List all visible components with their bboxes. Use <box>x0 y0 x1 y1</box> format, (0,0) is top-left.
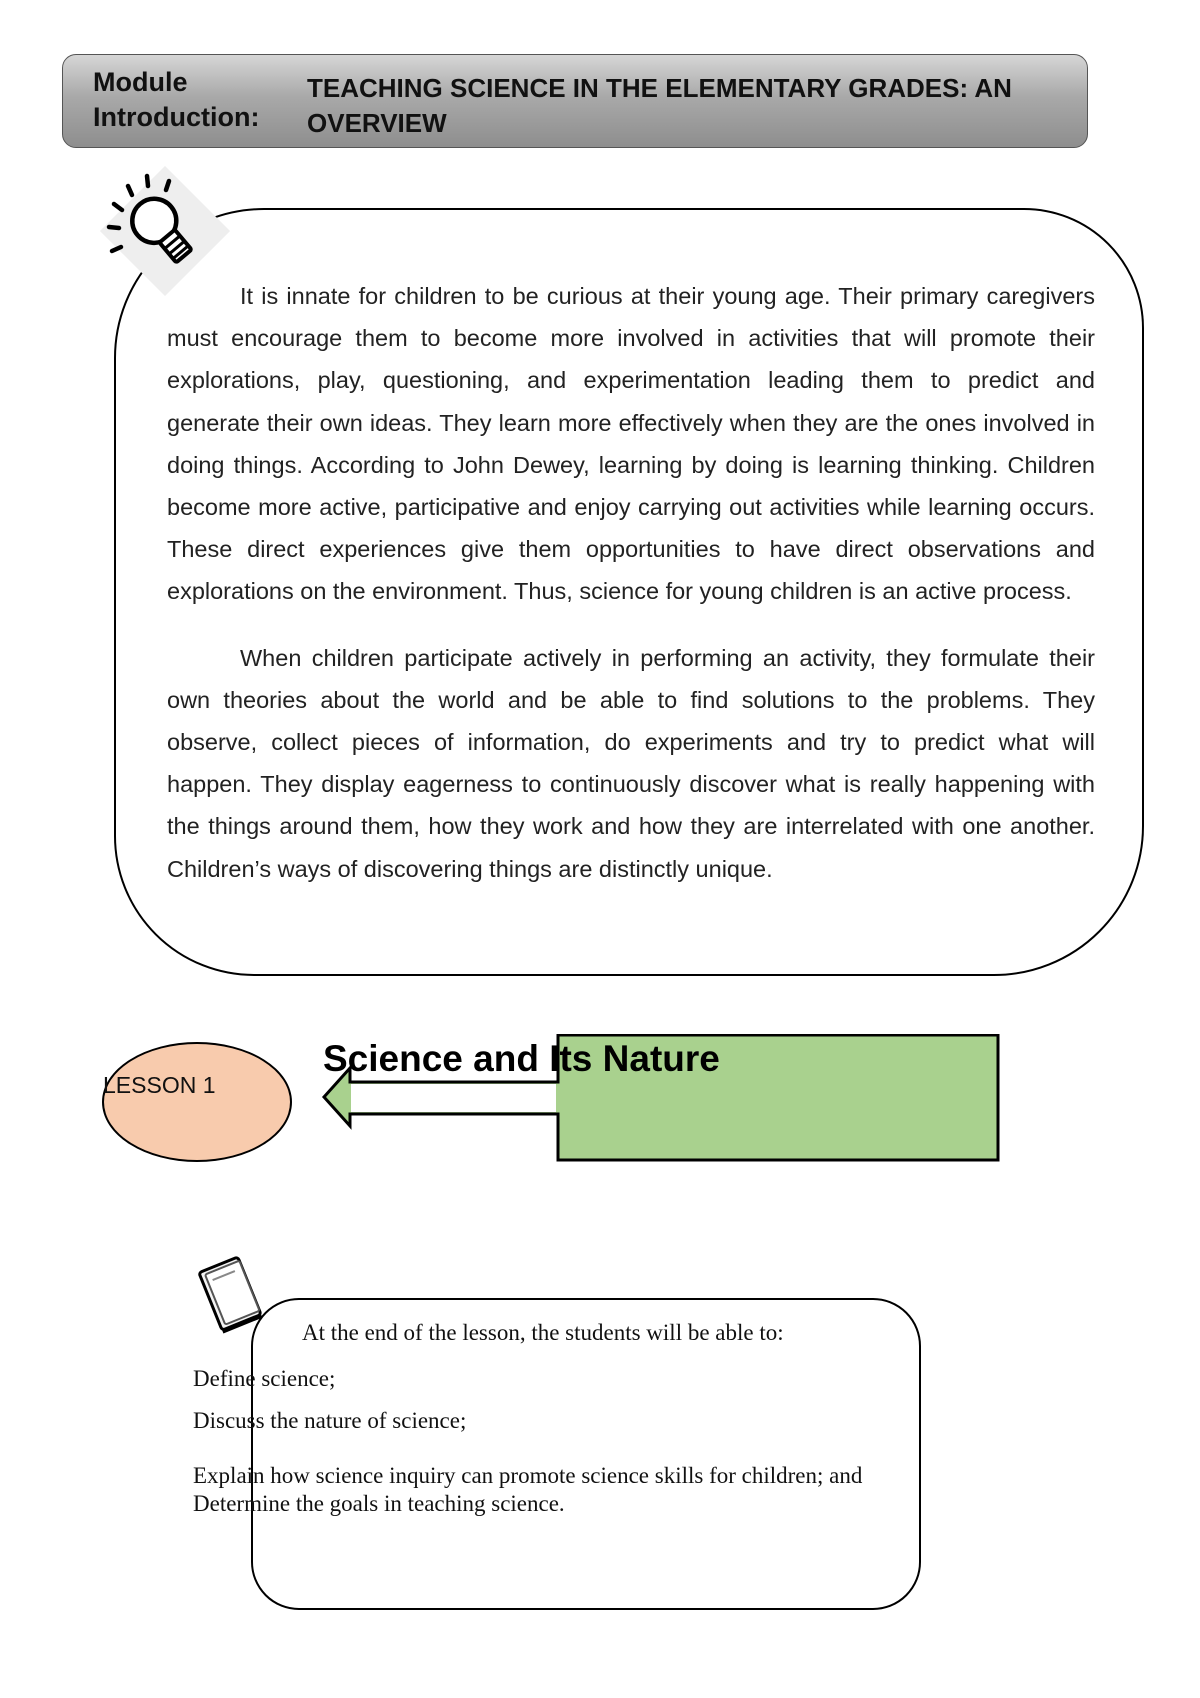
lesson-number-label: LESSON 1 <box>103 1072 216 1098</box>
intro-text <box>167 275 1095 890</box>
module-title: TEACHING SCIENCE IN THE ELEMENTARY GRADES: AN OVERVIEW <box>307 73 1012 138</box>
objective-item: Discuss the nature of science; <box>193 1408 467 1433</box>
module-label: Module Introduction: <box>93 67 260 132</box>
objectives-intro: At the end of the lesson, the students will be able to: <box>302 1320 784 1345</box>
objective-item: Define science; <box>193 1366 336 1391</box>
objective-item: Explain how science inquiry can promote science skills for children; and <box>193 1463 863 1488</box>
objective-item: Determine the goals in teaching science. <box>193 1491 565 1516</box>
intro-paragraph-1: It is innate for children to be curious at their young age. Their primary caregivers must encourage them to become more involved in activities that will promote their explorations, play, questioning, and experimentation leading them to predict and generate their own ideas. They learn more effectively when they are the ones involved in doing things. According to John Dewey, learning by doing is learning thinking. Children become more active, participative and enjoy carrying out activities while learning occurs. These direct experiences give them opportunities to have direct observations and explorations on the environment. Thus, science for young children is an active process. <box>167 283 1095 605</box>
lesson-oval <box>102 1042 292 1162</box>
module-header-banner <box>62 54 1088 148</box>
lesson-title: Science and Its Nature <box>323 1038 720 1079</box>
intro-paragraph-2: When children participate actively in performing an activity, they formulate their own theories about the world and be able to find solutions to the problems. They observe, collect pieces of information, do experiments and try to predict what will happen. They display eagerness to continuously discover what is really happening with the things around them, how they work and how they are interrelated with one another. Children’s ways of discovering things are distinctly unique. <box>167 644 1095 882</box>
